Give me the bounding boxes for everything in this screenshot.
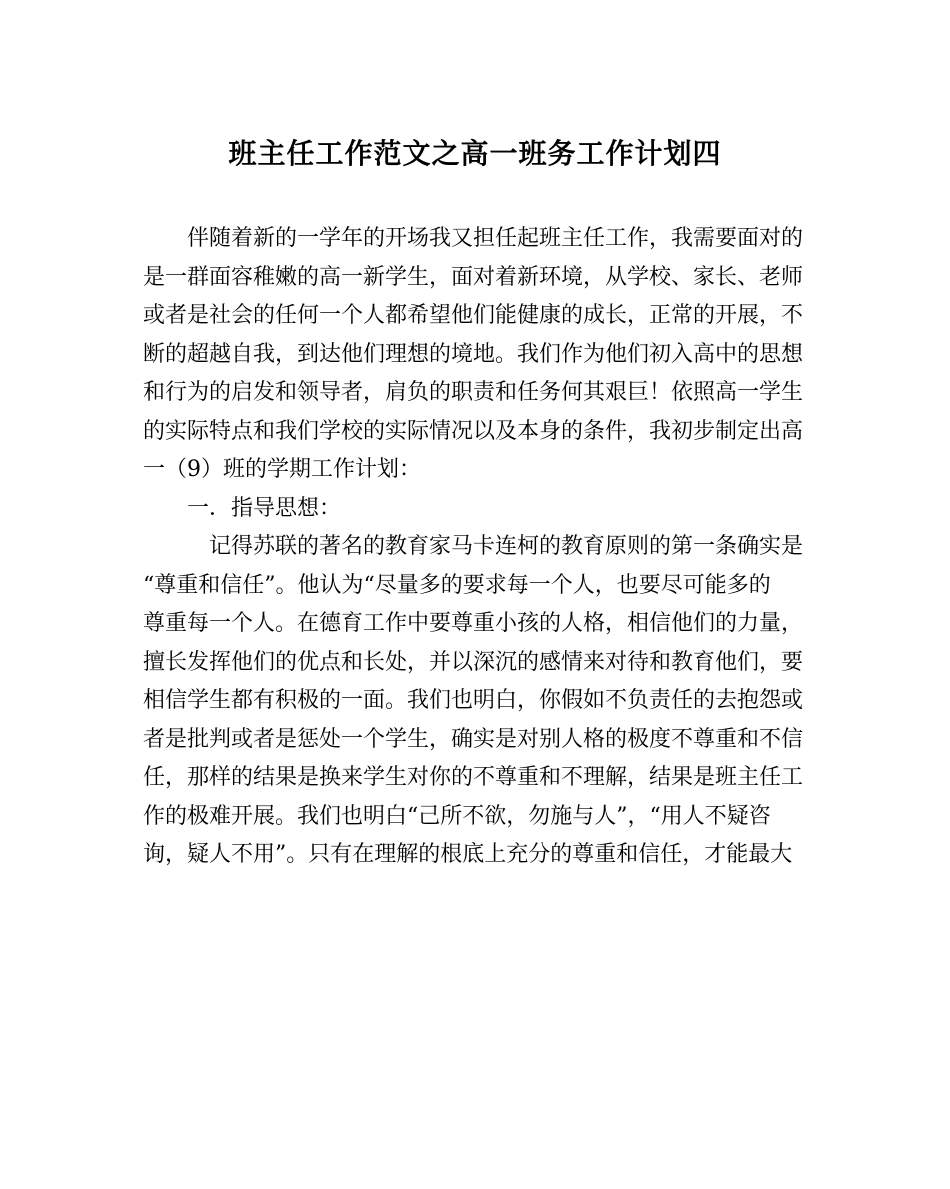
paragraph-line: 或者是社会的任何一个人都希望他们能健康的成长，正常的开展，不 bbox=[143, 303, 803, 328]
paragraph-line: 任，那样的结果是换来学生对你的不尊重和不理解，结果是班主任工 bbox=[143, 765, 803, 790]
paragraph-line: 尊重每一个人。在德育工作中要尊重小孩的人格，相信他们的力量， bbox=[143, 611, 803, 636]
section-heading: 一．指导思想： bbox=[187, 495, 342, 521]
paragraph-line: 的实际特点和我们学校的实际情况以及本身的条件，我初步制定出高 bbox=[143, 418, 803, 444]
paragraph-line: 相信学生都有积极的一面。我们也明白，你假如不负责任的去抱怨或 bbox=[143, 688, 803, 713]
document-title: 班主任工作范文之高一班务工作计划四 bbox=[228, 137, 722, 170]
paragraph-line: 者是批判或者是惩处一个学生，确实是对别人格的极度不尊重和不信 bbox=[143, 726, 803, 752]
document-body bbox=[143, 220, 803, 875]
paragraph-line: 断的超越自我，到达他们理想的境地。我们作为他们初入高中的思想 bbox=[143, 341, 803, 367]
paragraph-line: 记得苏联的著名的教育家马卡连柯的教育原则的第一条确实是 bbox=[209, 534, 803, 559]
paragraph-line: 作的极难开展。我们也明白“己所不欲，勿施与人”，“用人不疑咨 bbox=[143, 803, 771, 829]
paragraph-line: “尊重和信任”。他认为“尽量多的要求每一个人，也要尽可能多的 bbox=[143, 572, 771, 598]
paragraph-line: 是一群面容稚嫩的高一新学生，面对着新环境，从学校、家长、老师 bbox=[143, 264, 803, 290]
paragraph-line: 询，疑人不用”。只有在理解的根底上充分的尊重和信任，才能最大 bbox=[143, 842, 793, 867]
paragraph-line: 一（9）班的学期工作计划： bbox=[143, 457, 421, 482]
paragraph-line: 伴随着新的一学年的开场我又担任起班主任工作，我需要面对的 bbox=[187, 226, 803, 251]
paragraph-line: 和行为的启发和领导者，肩负的职责和任务何其艰巨！依照高一学生 bbox=[143, 380, 803, 405]
paragraph-line: 擅长发挥他们的优点和长处，并以深沉的感情来对待和教育他们，要 bbox=[143, 649, 803, 675]
